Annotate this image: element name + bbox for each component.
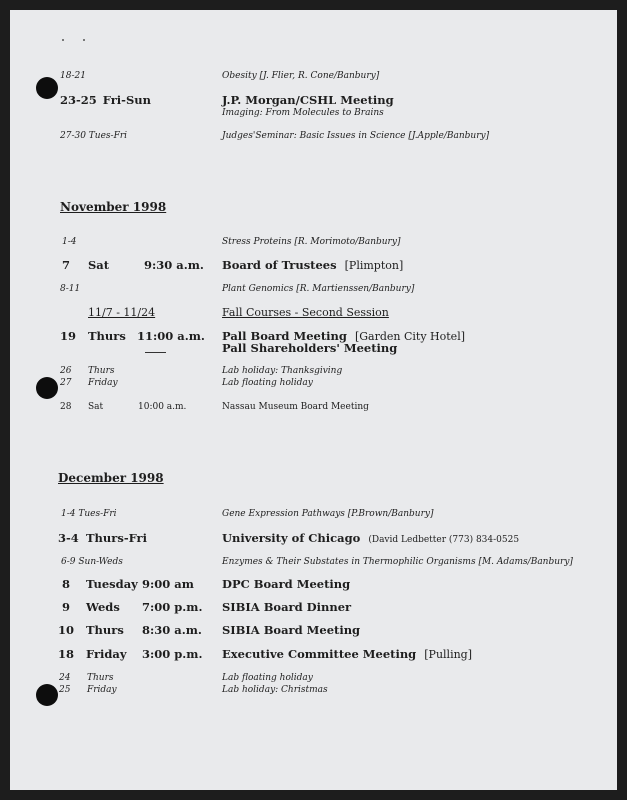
entry-date: 1-4 Tues-Fri bbox=[61, 509, 117, 519]
entry-event: Nassau Museum Board Meeting bbox=[222, 402, 369, 412]
entry-event: Lab floating holiday bbox=[222, 378, 313, 388]
entry-time: 11:00 a.m. bbox=[137, 329, 205, 343]
entry-time: 8:30 a.m. bbox=[142, 623, 202, 637]
entry-event: J.P. Morgan/CSHL Meeting bbox=[222, 93, 394, 107]
event-location: [Garden City Hotel] bbox=[354, 330, 466, 343]
entry-event: Enzymes & Their Substates in Thermophilic Organisms [M. Adams/Banbury] bbox=[222, 557, 573, 567]
entry-event: Judges'Seminar: Basic Issues in Science [J.Apple/Banbury] bbox=[222, 131, 490, 141]
event-location: [Plimpton] bbox=[344, 259, 404, 272]
entry-date: 1-4 bbox=[62, 237, 77, 247]
entry-time: 10:00 a.m. bbox=[138, 402, 187, 412]
entry-event: Pall Shareholders' Meeting bbox=[222, 341, 398, 355]
punch-hole bbox=[36, 377, 58, 399]
entry-event: SIBIA Board Meeting bbox=[222, 623, 361, 637]
entry-date: 8 bbox=[62, 577, 71, 591]
event-note: [Pulling] bbox=[424, 648, 472, 661]
entry-date: 23-25 Fri-Sun bbox=[60, 93, 151, 107]
entry-event bbox=[222, 533, 519, 545]
entry-event: Stress Proteins [R. Morimoto/Banbury] bbox=[222, 237, 401, 247]
section-heading-december: December 1998 bbox=[58, 471, 164, 485]
entry-subtitle: Imaging: From Molecules to Brains bbox=[222, 108, 384, 118]
time-dash bbox=[145, 352, 166, 353]
entry-event: Lab floating holiday bbox=[222, 673, 313, 683]
entry-event: SIBIA Board Dinner bbox=[222, 600, 352, 614]
entry-date: 19 bbox=[60, 329, 77, 343]
event-contact: (David Ledbetter (773) 834-0525 bbox=[368, 535, 520, 545]
entry-event: DPC Board Meeting bbox=[222, 577, 351, 591]
entry-event: Plant Genomics [R. Martienssen/Banbury] bbox=[222, 284, 415, 294]
entry-day: Sat bbox=[88, 402, 104, 412]
entry-date: 18-21 bbox=[60, 71, 86, 81]
entry-date-range: 11/7 - 11/24 bbox=[88, 306, 156, 319]
entry-date: 7 bbox=[62, 258, 71, 272]
entry-date: 27 bbox=[60, 378, 72, 388]
speck bbox=[83, 39, 85, 41]
entry-date: 26 bbox=[60, 366, 72, 376]
entry-event: Fall Courses - Second Session bbox=[222, 306, 389, 319]
entry-event: Lab holiday: Christmas bbox=[222, 685, 328, 695]
entry-date: 3-4 bbox=[58, 531, 79, 545]
entry-event: Obesity [J. Flier, R. Cone/Banbury] bbox=[222, 71, 380, 81]
speck bbox=[62, 39, 64, 41]
entry-event bbox=[222, 260, 403, 272]
entry-date: 28 bbox=[60, 402, 72, 412]
entry-event: Gene Expression Pathways [P.Brown/Banbury] bbox=[222, 509, 434, 519]
entry-day: Thurs bbox=[88, 329, 126, 343]
punch-hole bbox=[36, 77, 58, 99]
entry-date: 10 bbox=[58, 623, 75, 637]
entry-time: 9:00 am bbox=[142, 577, 194, 591]
entry-date: 27-30 Tues-Fri bbox=[60, 131, 128, 141]
event-title: Pall Board Meeting bbox=[222, 329, 347, 343]
entry-event bbox=[222, 649, 472, 661]
entry-day: Thurs bbox=[87, 673, 114, 683]
entry-date: 9 bbox=[62, 600, 71, 614]
entry-date: 6-9 Sun-Weds bbox=[61, 557, 123, 567]
entry-date: 18 bbox=[58, 647, 75, 661]
event-title: Board of Trustees bbox=[222, 258, 337, 272]
entry-date: 8-11 bbox=[60, 284, 81, 294]
entry-time: 3:00 p.m. bbox=[142, 647, 203, 661]
entry-day: Friday bbox=[88, 378, 118, 388]
entry-time: 7:00 p.m. bbox=[142, 600, 203, 614]
punch-hole bbox=[36, 684, 58, 706]
entry-day: Friday bbox=[86, 647, 127, 661]
entry-event: Lab holiday: Thanksgiving bbox=[222, 366, 343, 376]
entry-time: 9:30 a.m. bbox=[144, 258, 204, 272]
entry-day: Friday bbox=[87, 685, 117, 695]
entry-date: 24 bbox=[59, 673, 71, 683]
entry-day: Weds bbox=[86, 600, 120, 614]
entry-day: Thurs-Fri bbox=[86, 531, 147, 545]
entry-day: Thurs bbox=[86, 623, 124, 637]
entry-day: Sat bbox=[88, 258, 110, 272]
event-title: Executive Committee Meeting bbox=[222, 647, 417, 661]
section-heading-november: November 1998 bbox=[60, 200, 167, 214]
entry-day: Tuesday bbox=[86, 577, 138, 591]
event-title: University of Chicago bbox=[222, 531, 361, 545]
entry-date: 25 bbox=[59, 685, 71, 695]
entry-day: Thurs bbox=[88, 366, 115, 376]
